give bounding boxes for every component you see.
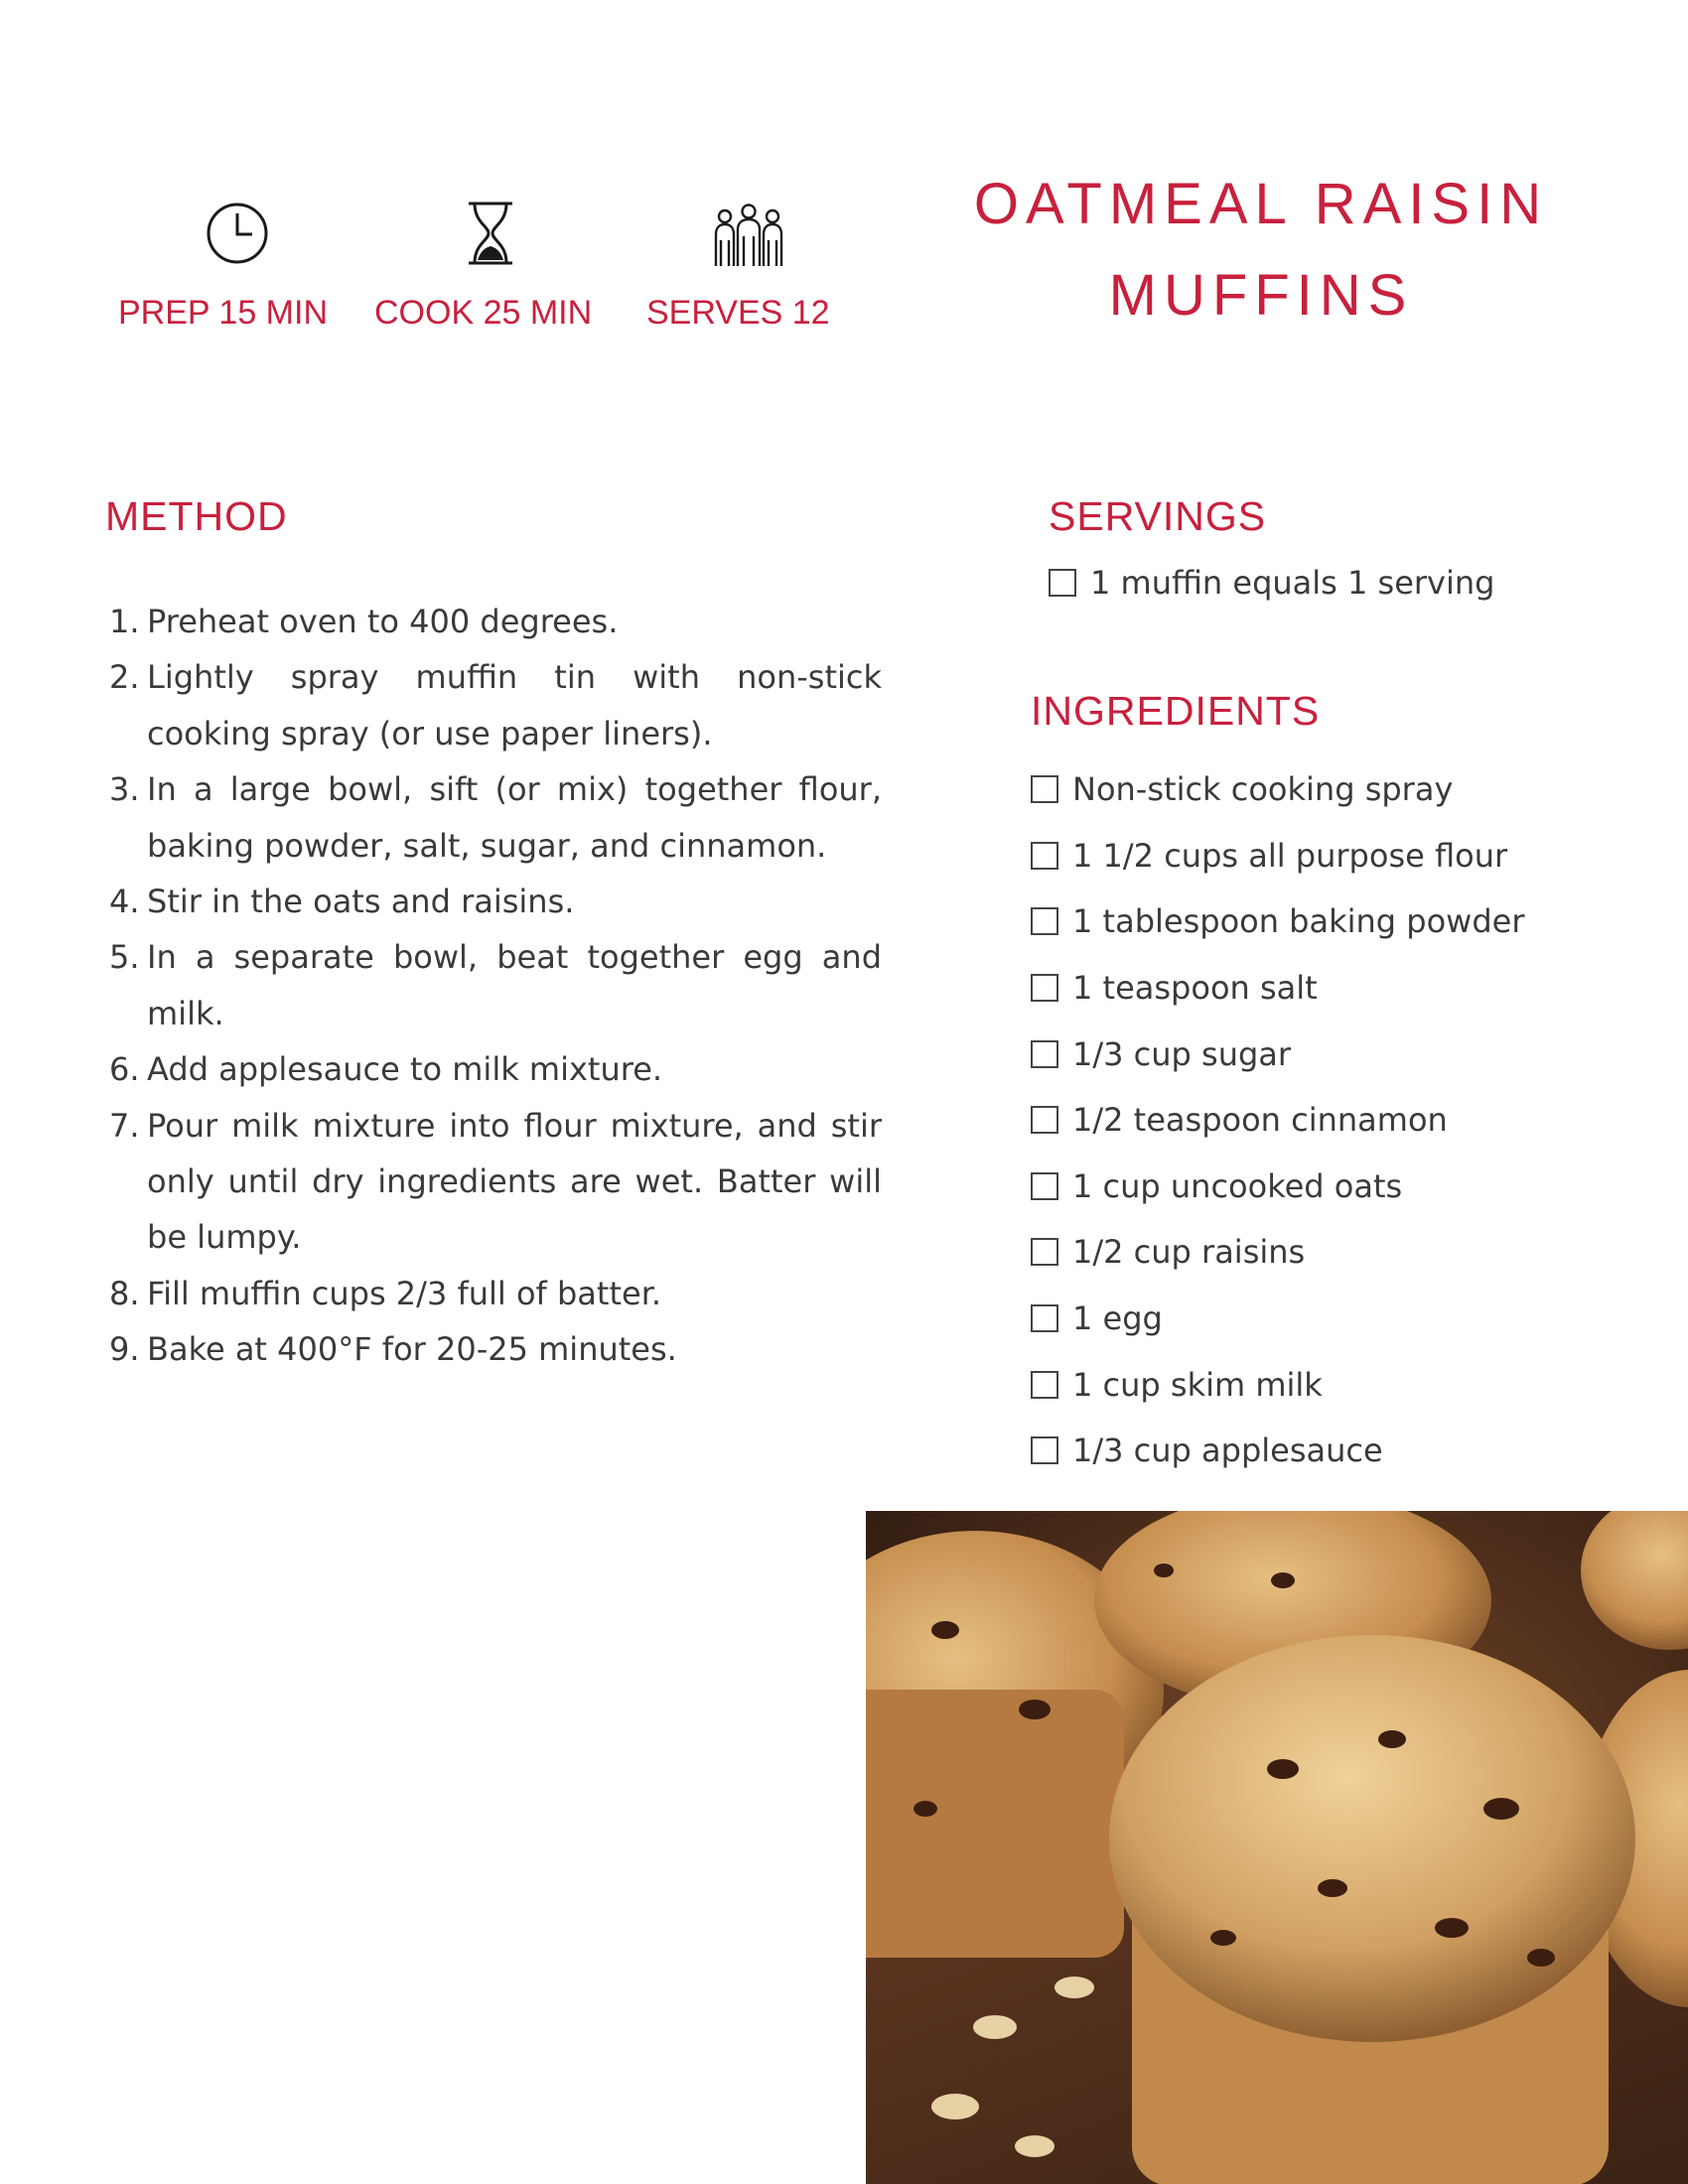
ingredient-item-label: 1 1/2 cups all purpose flour xyxy=(1072,836,1508,875)
ingredient-item-label: 1 teaspoon salt xyxy=(1072,969,1318,1008)
method-step-number: 1. xyxy=(109,603,140,640)
ingredients-list xyxy=(1031,756,1525,1484)
recipe-title-line1: OATMEAL RAISIN xyxy=(973,172,1549,236)
method-step-text: Bake at 400°F for 20-25 minutes. xyxy=(147,1330,677,1369)
ingredient-item[interactable] xyxy=(1031,1286,1525,1352)
ingredient-item[interactable] xyxy=(1031,1087,1525,1154)
ingredient-item-label: 1/3 cup applesauce xyxy=(1072,1432,1383,1470)
ingredient-item-label: 1 cup skim milk xyxy=(1072,1365,1323,1404)
checkbox[interactable] xyxy=(1031,1304,1058,1332)
method-step-text: Pour milk mixture into flour mixture, and stir only until dry ingredients are wet. Batter will be lumpy. xyxy=(147,1106,882,1257)
checkbox[interactable] xyxy=(1031,1172,1058,1200)
ingredient-item[interactable] xyxy=(1031,1154,1525,1220)
checkbox[interactable] xyxy=(1031,907,1058,935)
ingredient-item[interactable] xyxy=(1031,955,1525,1022)
people-icon xyxy=(713,203,784,268)
ingredient-item-label: Non-stick cooking spray xyxy=(1072,770,1454,809)
ingredient-item[interactable] xyxy=(1031,888,1525,955)
recipe-title xyxy=(894,159,1628,341)
method-step-number: 9. xyxy=(109,1330,140,1369)
method-heading: METHOD xyxy=(105,493,288,539)
ingredient-item-label: 1 cup uncooked oats xyxy=(1072,1166,1403,1205)
method-step xyxy=(109,1041,882,1097)
serves-label: SERVES 12 xyxy=(646,294,830,332)
method-step xyxy=(109,1266,882,1321)
hourglass-icon xyxy=(465,201,516,266)
checkbox[interactable] xyxy=(1031,775,1058,803)
cook-time-label: COOK 25 MIN xyxy=(374,294,593,332)
method-step-number: 8. xyxy=(109,1274,140,1312)
serving-item[interactable] xyxy=(1049,550,1494,616)
checkbox[interactable] xyxy=(1031,1040,1058,1068)
method-step xyxy=(109,929,882,1041)
servings-heading: SERVINGS xyxy=(1049,493,1267,539)
serving-item-label: 1 muffin equals 1 serving xyxy=(1090,564,1495,603)
prep-time-label: PREP 15 MIN xyxy=(118,294,329,332)
ingredient-item-label: 1/2 teaspoon cinnamon xyxy=(1072,1101,1448,1140)
checkbox[interactable] xyxy=(1031,1238,1058,1266)
method-step xyxy=(109,1321,882,1377)
ingredient-item[interactable] xyxy=(1031,823,1525,889)
method-step xyxy=(109,594,882,649)
checkbox[interactable] xyxy=(1031,1436,1058,1464)
ingredient-item[interactable] xyxy=(1031,1418,1525,1484)
method-list xyxy=(109,594,882,1378)
method-step-number: 5. xyxy=(109,938,140,977)
ingredient-item[interactable] xyxy=(1031,1021,1525,1087)
method-step-text: Add applesauce to milk mixture. xyxy=(147,1050,663,1089)
ingredient-item-label: 1 tablespoon baking powder xyxy=(1072,902,1525,941)
ingredient-item-label: 1 egg xyxy=(1072,1299,1163,1338)
method-step-text: Lightly spray muffin tin with non-stick cooking spray (or use paper liners). xyxy=(147,658,882,752)
method-step-number: 4. xyxy=(109,883,140,921)
method-step-text: Stir in the oats and raisins. xyxy=(147,883,575,921)
method-step xyxy=(109,649,882,761)
servings-list xyxy=(1049,550,1494,616)
clock-icon xyxy=(206,202,269,265)
method-step-number: 3. xyxy=(109,770,140,809)
ingredient-item-label: 1/2 cup raisins xyxy=(1072,1233,1306,1272)
checkbox[interactable] xyxy=(1031,842,1058,870)
checkbox[interactable] xyxy=(1031,974,1058,1002)
checkbox[interactable] xyxy=(1031,1106,1058,1134)
method-step xyxy=(109,874,882,929)
muffin-photo xyxy=(866,1511,1688,2184)
ingredient-item-label: 1/3 cup sugar xyxy=(1072,1034,1292,1073)
method-step-text: In a separate bowl, beat together egg and milk. xyxy=(147,938,882,1032)
checkbox[interactable] xyxy=(1049,569,1076,597)
method-step-text: Fill muffin cups 2/3 full of batter. xyxy=(147,1274,662,1312)
method-step xyxy=(109,761,882,874)
ingredient-item[interactable] xyxy=(1031,756,1525,823)
method-step-text: Preheat oven to 400 degrees. xyxy=(147,603,619,640)
method-step-number: 7. xyxy=(109,1106,140,1145)
ingredient-item[interactable] xyxy=(1031,1351,1525,1418)
checkbox[interactable] xyxy=(1031,1371,1058,1399)
method-step-text: In a large bowl, sift (or mix) together flour, baking powder, salt, sugar, and cinnamon. xyxy=(147,770,882,865)
ingredient-item[interactable] xyxy=(1031,1219,1525,1286)
method-step xyxy=(109,1098,882,1266)
method-step-number: 6. xyxy=(109,1050,140,1089)
ingredients-heading: INGREDIENTS xyxy=(1031,688,1321,734)
method-step-number: 2. xyxy=(109,658,140,697)
recipe-title-line2: MUFFINS xyxy=(1108,263,1414,328)
